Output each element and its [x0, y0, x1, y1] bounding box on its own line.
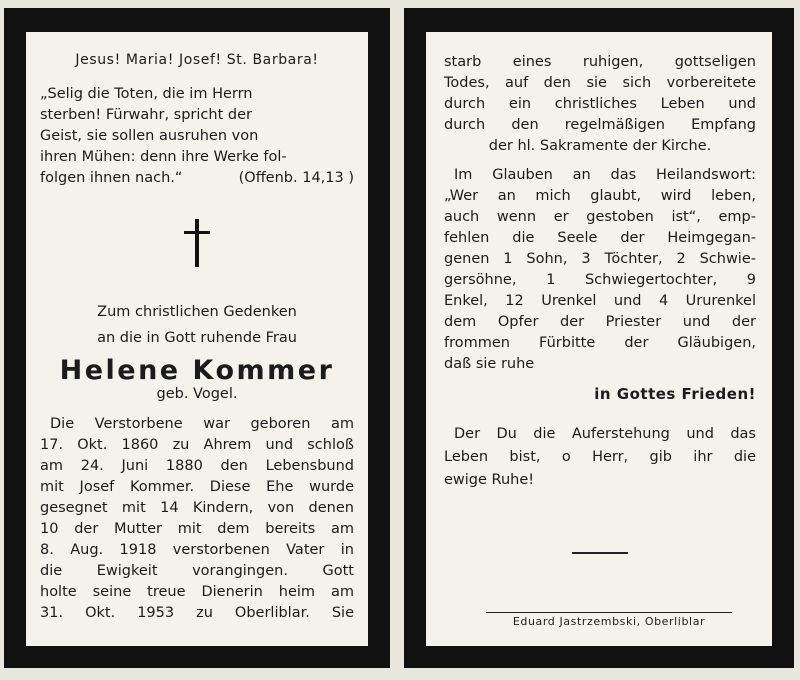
bible-quote [40, 84, 354, 189]
bio-line: holte seine treue Dienerin heim am [40, 584, 354, 600]
prayer [444, 423, 756, 492]
bio-line: 17. Okt. 1860 zu Ahrem und schloß [40, 437, 354, 453]
death-paragraph [444, 52, 756, 157]
memorial-line: an die in Gott ruhende Frau [97, 330, 297, 346]
prayer-line: ewige Ruhe! [444, 472, 535, 488]
bio-line: mit Josef Kommer. Diese Ehe wurde [40, 479, 354, 495]
left-card-content [26, 32, 368, 646]
text-line: der hl. Sakramente der Kirche. [488, 138, 712, 154]
maiden-name: geb. Vogel. [156, 386, 238, 402]
prayer-line: Leben bist, o Herr, gib ihr die [444, 449, 756, 465]
bio-line: Die Verstorbene war geboren am [50, 416, 354, 432]
quote-line: ihren Mühen: denn ihre Werke fol- [40, 149, 287, 165]
bio-line: 10 der Mutter mit dem bereits am [40, 521, 354, 537]
right-card-content [426, 32, 772, 646]
invocation: Jesus! Maria! Josef! St. Barbara! [75, 52, 319, 68]
biography [40, 414, 354, 624]
memorial-line: Zum christlichen Gedenken [97, 304, 297, 320]
text-line: daß sie ruhe [444, 356, 535, 372]
quote-line: Geist, sie sollen ausruhen von [40, 128, 259, 144]
quote-line: „Selig die Toten, die im Herrn [40, 86, 253, 102]
text-line: durch den regelmäßigen Empfang [444, 117, 756, 133]
text-line: fehlen die Seele der Heimgegan- [444, 230, 756, 246]
printer-imprint: Eduard Jastrzembski, Oberliblar [486, 612, 732, 628]
bio-line: 31. Okt. 1953 zu Oberliblar. Sie [40, 605, 354, 621]
text-line: starb eines ruhigen, gottseligen [444, 54, 756, 70]
bio-line: am 24. Juni 1880 den Lebensbund [40, 458, 354, 474]
divider [572, 552, 628, 554]
bio-line: gesegnet mit 14 Kindern, von denen [40, 500, 354, 516]
text-line: genen 1 Sohn, 3 Töchter, 2 Schwie- [444, 251, 756, 267]
quote-last-line [40, 168, 354, 189]
text-line: gersöhne, 1 Schwiegertochter, 9 [444, 272, 756, 288]
text-line: Enkel, 12 Urenkel und 4 Ururenkel [444, 293, 756, 309]
text-line: Todes, auf den sie sich vorbereitete [444, 75, 756, 91]
text-line: auch wenn er gestoben ist“, emp- [444, 209, 756, 225]
text-line: dem Opfer der Priester und der [444, 314, 756, 330]
text-line: frommen Fürbitte der Gläubigen, [444, 335, 756, 351]
text-line: durch ein christliches Leben und [444, 96, 756, 112]
quote-line: folgen ihnen nach.“ [40, 170, 183, 186]
prayer-line: Der Du die Auferstehung und das [454, 426, 756, 442]
quote-line: sterben! Fürwahr, spricht der [40, 107, 252, 123]
left-card-panel [4, 8, 390, 668]
latin-cross-icon [184, 219, 210, 267]
closing-phrase: in Gottes Frieden! [594, 385, 756, 403]
text-line: „Wer an mich glaubt, wird leben, [444, 188, 756, 204]
right-card-panel [404, 8, 794, 668]
deceased-name: Helene Kommer [59, 355, 335, 386]
bio-line: die Ewigkeit vorangingen. Gott [40, 563, 354, 579]
faith-paragraph [444, 165, 756, 375]
text-line: Im Glauben an das Heilandswort: [454, 167, 756, 183]
bio-line: 8. Aug. 1918 verstorbenen Vater in [40, 542, 354, 558]
quote-reference: (Offenb. 14,13 ) [238, 170, 354, 186]
